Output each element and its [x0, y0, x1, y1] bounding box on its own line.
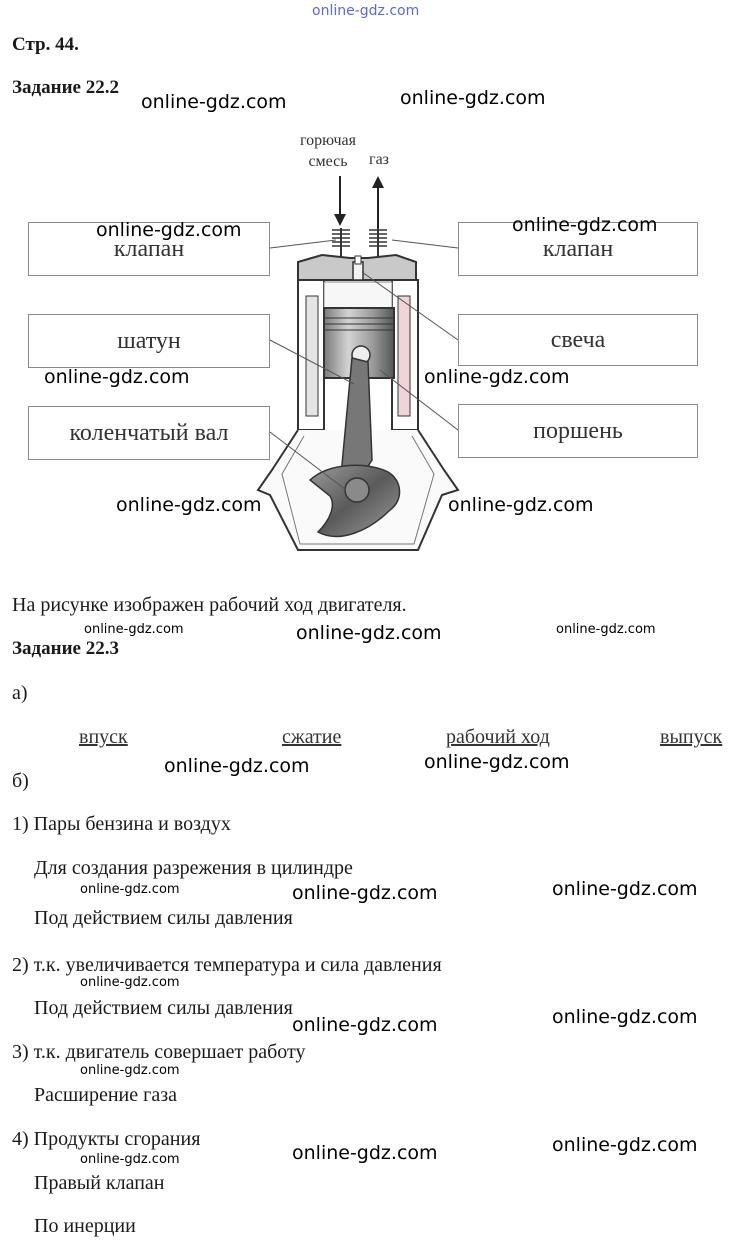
engine-diagram [0, 0, 744, 600]
answer-line: 4) Продукты сгорания [12, 1128, 201, 1150]
stroke-compression: сжатие [282, 726, 342, 748]
watermark: online-gdz.com [292, 1142, 438, 1164]
answer-line: Под действием силы давления [34, 997, 293, 1019]
watermark: online-gdz.com [80, 1063, 180, 1078]
watermark: online-gdz.com [141, 91, 287, 113]
page-heading: Стр. 44. [12, 34, 79, 55]
watermark: online-gdz.com [292, 1014, 438, 1036]
answer-line: 2) т.к. увеличивается температура и сила давления [12, 954, 442, 976]
task-22-2-title: Задание 22.2 [12, 77, 119, 98]
stroke-exhaust: выпуск [660, 726, 723, 748]
answer-line: 3) т.к. двигатель совершает работу [12, 1041, 306, 1063]
label-box-piston: поршень [458, 404, 698, 458]
label-box-valve-right: клапан [458, 222, 698, 276]
watermark-top: online-gdz.com [312, 3, 420, 19]
watermark: online-gdz.com [80, 975, 180, 990]
answer-line: Расширение газа [34, 1084, 177, 1106]
task-22-3-title: Задание 22.3 [12, 638, 119, 659]
label-box-spark-plug: свеча [458, 314, 698, 366]
watermark: online-gdz.com [556, 622, 656, 637]
watermark: online-gdz.com [552, 1134, 698, 1156]
watermark: online-gdz.com [296, 622, 442, 644]
part-a-label: а) [12, 682, 28, 704]
watermark: online-gdz.com [164, 755, 310, 777]
label-gas: газ [369, 151, 389, 168]
label-box-conrod: шатун [28, 314, 270, 368]
answer-line: 1) Пары бензина и воздух [12, 813, 231, 835]
label-box-crankshaft: коленчатый вал [28, 406, 270, 460]
watermark: online-gdz.com [80, 882, 180, 897]
watermark: online-gdz.com [400, 87, 546, 109]
watermark: online-gdz.com [84, 622, 184, 637]
label-fuel-mix: горючая смесь [300, 132, 357, 170]
watermark: online-gdz.com [116, 494, 262, 516]
watermark: online-gdz.com [448, 494, 594, 516]
answer-line: По инерции [34, 1215, 136, 1237]
diagram-caption: На рисунке изображен рабочий ход двигателя. [12, 594, 407, 616]
watermark: online-gdz.com [96, 219, 242, 241]
watermark: online-gdz.com [80, 1152, 180, 1167]
watermark: online-gdz.com [512, 214, 658, 236]
answer-line: Под действием силы давления [34, 907, 293, 929]
stroke-power: рабочий ход [446, 726, 550, 748]
answer-line: Для создания разрежения в цилиндре [34, 857, 353, 879]
watermark: online-gdz.com [44, 366, 190, 388]
watermark: online-gdz.com [552, 878, 698, 900]
answer-line: Правый клапан [34, 1172, 165, 1194]
stroke-intake: впуск [79, 726, 128, 748]
part-b-label: б) [12, 770, 29, 792]
watermark: online-gdz.com [552, 1006, 698, 1028]
label-box-valve-left: клапан [28, 222, 270, 276]
watermark: online-gdz.com [292, 882, 438, 904]
watermark: online-gdz.com [424, 366, 570, 388]
watermark: online-gdz.com [424, 751, 570, 773]
